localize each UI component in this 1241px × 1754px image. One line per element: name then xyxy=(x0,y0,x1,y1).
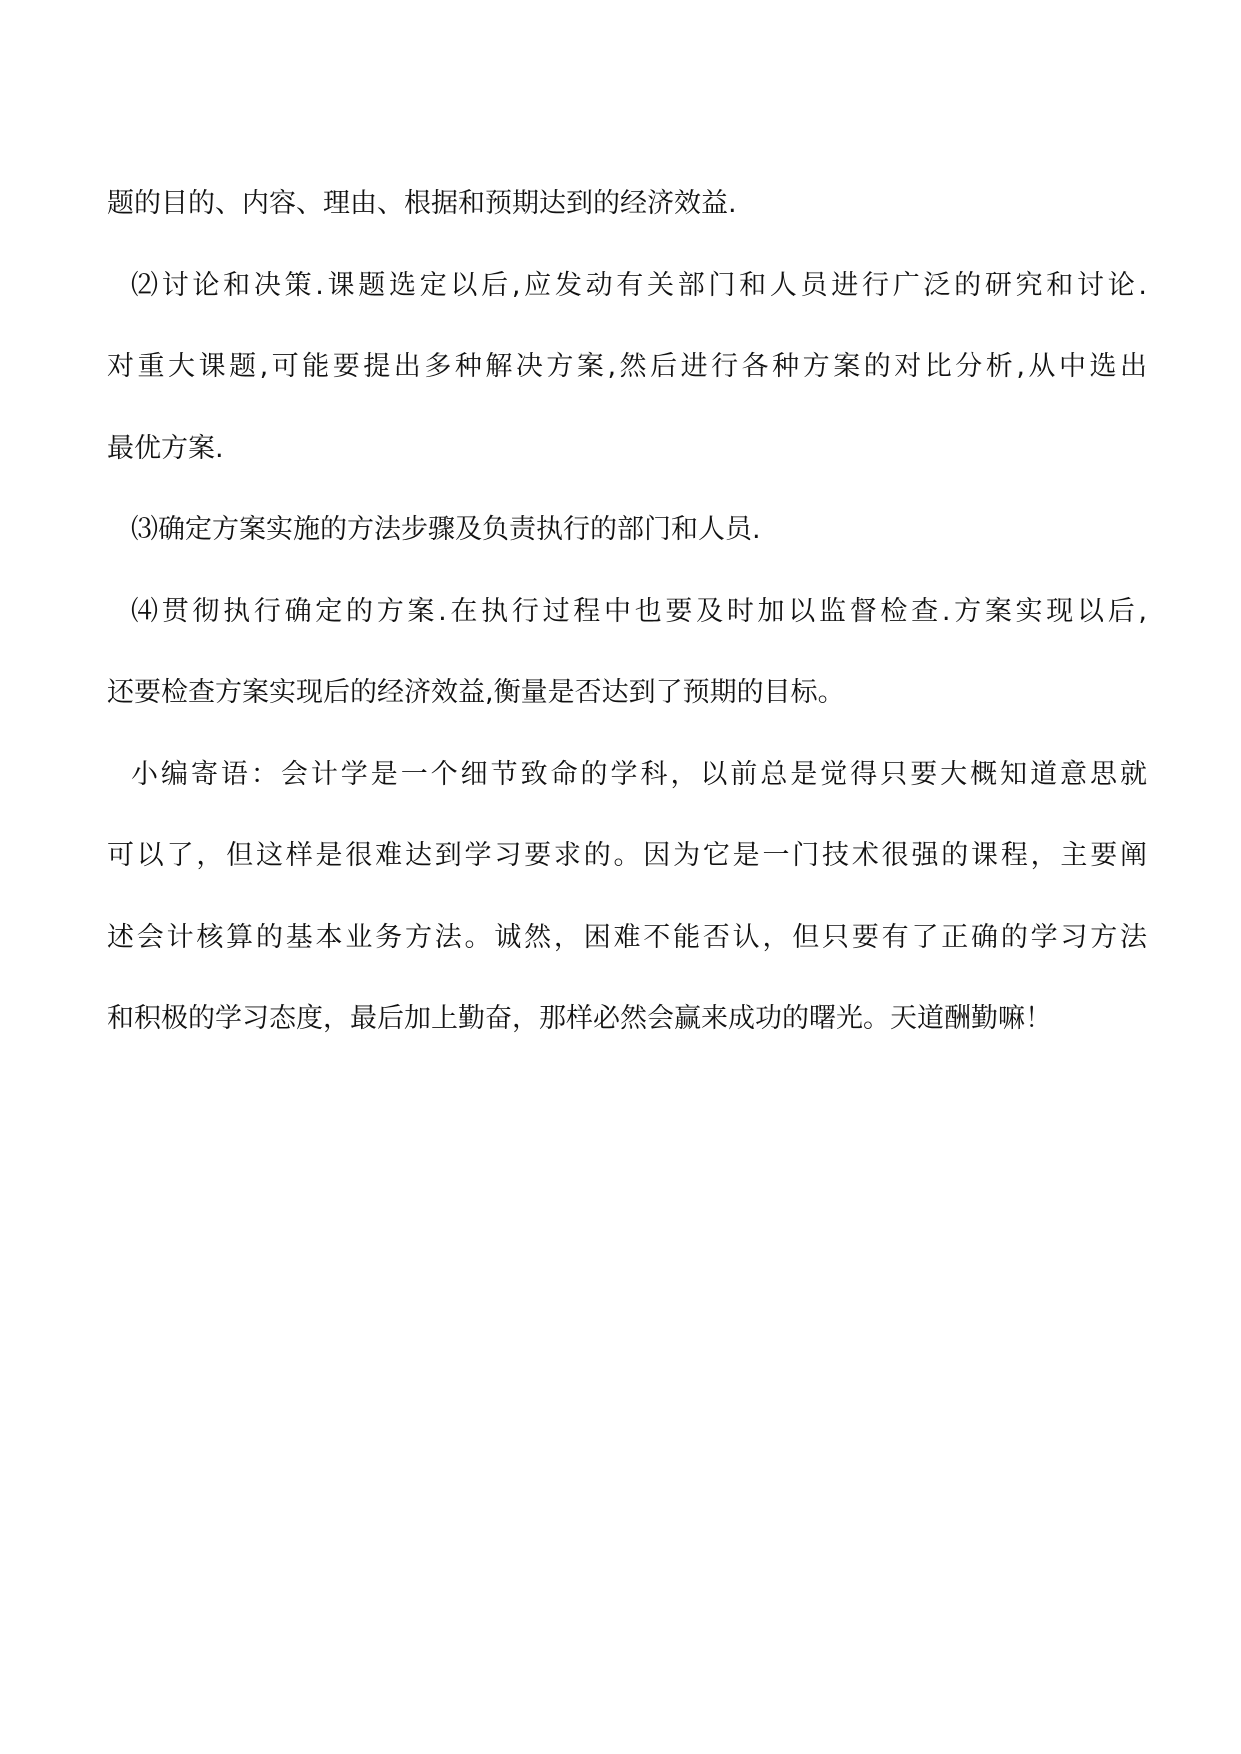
text-line: ⑵讨论和决策.课题选定以后,应发动有关部门和人员进行广泛的研究和讨论. xyxy=(131,269,1147,301)
document-body xyxy=(107,163,1147,1060)
text-line: 和积极的学习态度，最后加上勤奋，那样必然会赢来成功的曙光。天道酬勤嘛！ xyxy=(107,1003,1052,1034)
text-line: 可以了，但这样是很难达到学习要求的。因为它是一门技术很强的课程，主要阐 xyxy=(107,840,1147,871)
text-line: ⑷贯彻执行确定的方案.在执行过程中也要及时加以监督检查.方案实现以后, xyxy=(131,595,1147,627)
text-line: 题的目的、内容、理由、根据和预期达到的经济效益. xyxy=(107,188,737,219)
text-line: 最优方案. xyxy=(107,432,224,464)
text-line: 对重大课题,可能要提出多种解决方案,然后进行各种方案的对比分析,从中选出 xyxy=(107,351,1147,382)
text-line: ⑶确定方案实施的方法步骤及负责执行的部门和人员. xyxy=(131,514,761,545)
text-line: 小编寄语：会计学是一个细节致命的学科，以前总是觉得只要大概知道意思就 xyxy=(131,758,1147,790)
text-line: 还要检查方案实现后的经济效益,衡量是否达到了预期的目标。 xyxy=(107,677,845,708)
text-line: 述会计核算的基本业务方法。诚然，困难不能否认，但只要有了正确的学习方法 xyxy=(107,921,1147,953)
